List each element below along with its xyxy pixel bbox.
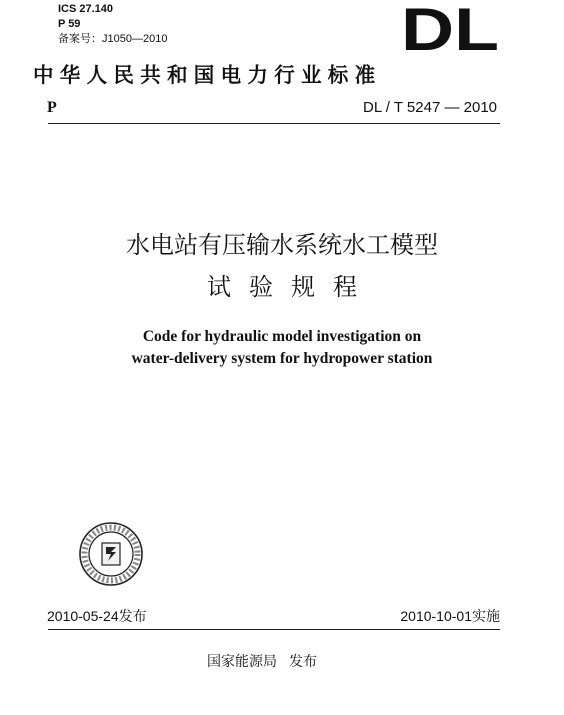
title-cn-line2: 试验规程 xyxy=(207,273,375,301)
classification-letter: P xyxy=(47,99,57,116)
footer-divider xyxy=(48,629,500,630)
publisher-name: 国家能源局 xyxy=(207,654,277,670)
implement-date: 2010-10-01实施 xyxy=(400,608,500,624)
title-en-line2: water-delivery system for hydropower station xyxy=(131,350,433,367)
publisher-line xyxy=(207,653,317,671)
title-cn-line1: 水电站有压输水系统水工模型 xyxy=(126,231,438,259)
issue-date: 2010-05-24发布 xyxy=(47,608,147,624)
title-en-line1: Code for hydraulic model investigation on xyxy=(142,328,422,345)
standard-number: DL / T 5247 — 2010 xyxy=(363,99,497,116)
dl-logo xyxy=(400,2,500,52)
record-number: 备案号：J1050—2010 xyxy=(58,33,168,45)
p-code: P 59 xyxy=(58,18,81,30)
dl-logo-text: DL xyxy=(401,2,499,52)
publisher-seal-icon xyxy=(78,521,144,587)
publisher-action: 发布 xyxy=(289,654,317,670)
ics-code: ICS 27.140 xyxy=(58,3,114,15)
standard-org-line: 中华人民共和国电力行业标准 xyxy=(33,63,382,87)
header-divider xyxy=(48,123,500,124)
